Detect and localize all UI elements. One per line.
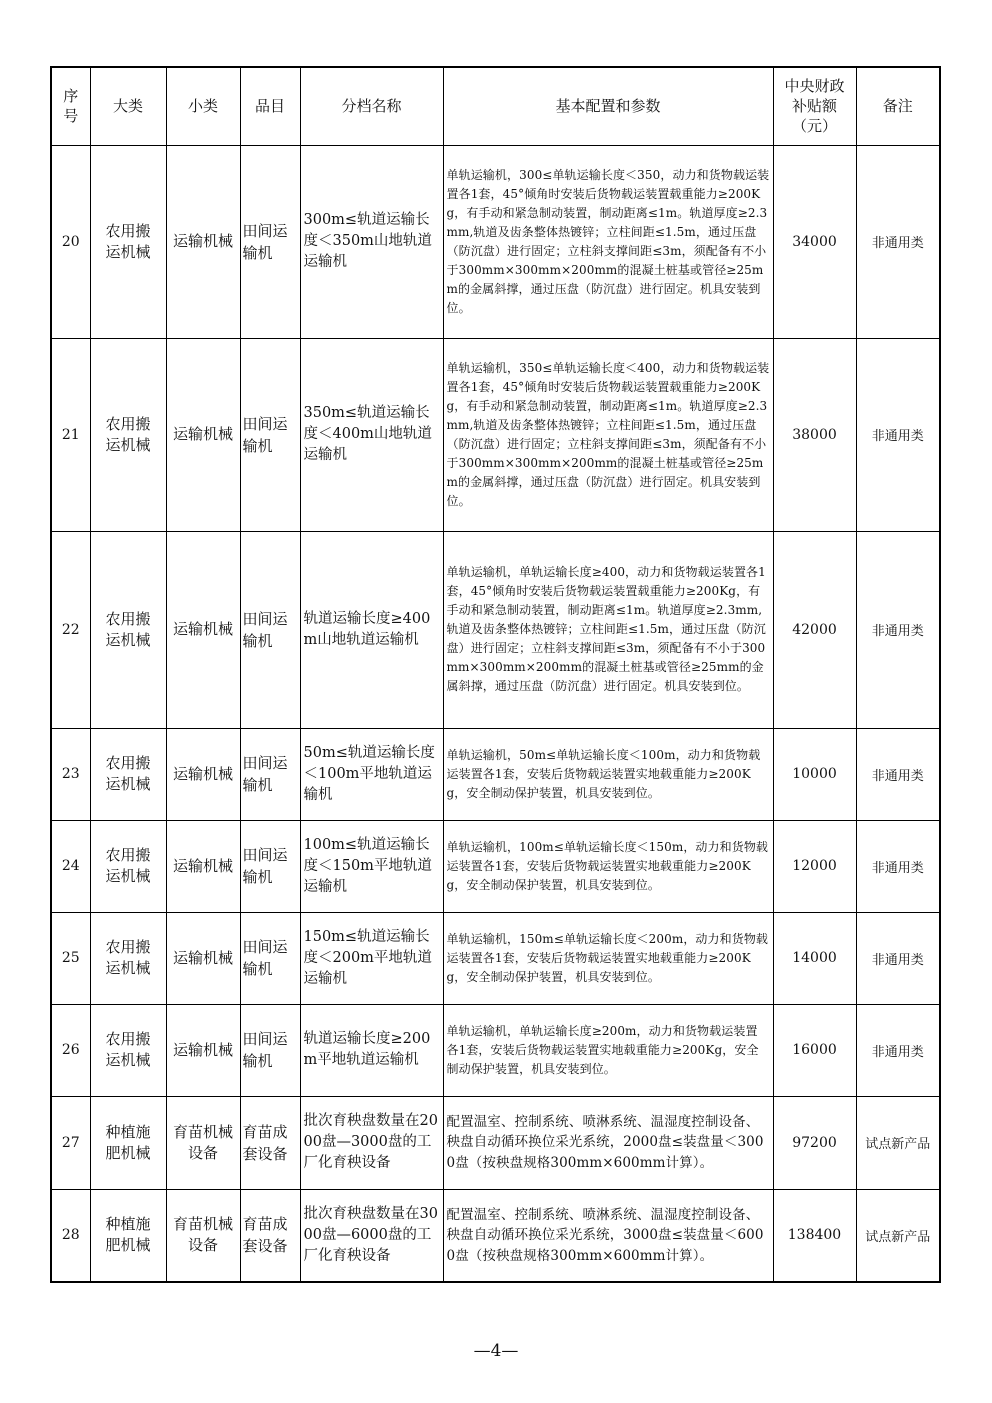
- cell-item: 田间运输机: [240, 145, 300, 338]
- cell-minor-category: 运输机械: [166, 912, 240, 1004]
- cell-spec: 单轨运输机，50m≤单轨运输长度＜100m，动力和货物载运装置各1套，安装后货物载运装置实地载重能力≥200Kg，安全制动保护装置，机具安装到位。: [443, 728, 773, 820]
- cell-spec: 单轨运输机，350≤单轨运输长度＜400，动力和货物载运装置各1套，45°倾角时安装后货物载运装置载重能力≥200Kg，有手动和紧急制动装置，制动距离≤1m。轨道厚度≥2.3mm,轨道及齿条整体热镀锌；立柱间距≤1.5m，通过压盘（防沉盘）进行固定；立柱斜支撑间距≤3m，须配备有不小于300mm×300mm×200mm的混凝土桩基或管径≥25mm的金属斜撑，通过压盘（防沉盘）进行固定。机具安装到位。: [443, 338, 773, 531]
- cell-seq: 25: [51, 912, 90, 1004]
- cell-note: 非通用类: [856, 1004, 940, 1096]
- cell-tier-name: 150m≤轨道运输长度＜200m平地轨道运输机: [300, 912, 443, 1004]
- header-major-category: 大类: [90, 67, 166, 145]
- cell-minor-category: 运输机械: [166, 531, 240, 728]
- cell-minor-category: 运输机械: [166, 338, 240, 531]
- header-note: 备注: [856, 67, 940, 145]
- cell-tier-name: 350m≤轨道运输长度＜400m山地轨道运输机: [300, 338, 443, 531]
- cell-note: 非通用类: [856, 912, 940, 1004]
- subsidy-table: [50, 66, 941, 1283]
- cell-major-category: 农用搬运机械: [90, 912, 166, 1004]
- cell-spec: 配置温室、控制系统、喷淋系统、温湿度控制设备、秧盘自动循环换位采光系统，2000盘≤装盘量＜3000盘（按秧盘规格300mm×600mm计算）。: [443, 1096, 773, 1189]
- cell-note: 试点新产品: [856, 1189, 940, 1282]
- cell-item: 田间运输机: [240, 728, 300, 820]
- header-subsidy: 中央财政补贴额（元）: [773, 67, 856, 145]
- cell-major-category: 种植施肥机械: [90, 1096, 166, 1189]
- cell-major-category: 农用搬运机械: [90, 1004, 166, 1096]
- cell-tier-name: 轨道运输长度≥400m山地轨道运输机: [300, 531, 443, 728]
- cell-seq: 21: [51, 338, 90, 531]
- cell-major-category: 农用搬运机械: [90, 531, 166, 728]
- cell-subsidy: 10000: [773, 728, 856, 820]
- cell-seq: 28: [51, 1189, 90, 1282]
- cell-tier-name: 批次育秧盘数量在2000盘—3000盘的工厂化育秧设备: [300, 1096, 443, 1189]
- cell-major-category: 农用搬运机械: [90, 338, 166, 531]
- cell-minor-category: 运输机械: [166, 728, 240, 820]
- header-seq: 序号: [51, 67, 90, 145]
- cell-subsidy: 12000: [773, 820, 856, 912]
- cell-minor-category: 运输机械: [166, 820, 240, 912]
- cell-seq: 26: [51, 1004, 90, 1096]
- cell-subsidy: 97200: [773, 1096, 856, 1189]
- cell-note: 非通用类: [856, 820, 940, 912]
- cell-item: 田间运输机: [240, 820, 300, 912]
- table-row: [51, 728, 940, 820]
- cell-subsidy: 42000: [773, 531, 856, 728]
- header-spec: 基本配置和参数: [443, 67, 773, 145]
- cell-subsidy: 14000: [773, 912, 856, 1004]
- table-row: [51, 1189, 940, 1282]
- header-tier-name: 分档名称: [300, 67, 443, 145]
- table-row: [51, 1004, 940, 1096]
- table-header-row: [51, 67, 940, 145]
- cell-seq: 22: [51, 531, 90, 728]
- cell-tier-name: 轨道运输长度≥200m平地轨道运输机: [300, 1004, 443, 1096]
- header-item: 品目: [240, 67, 300, 145]
- header-minor-category: 小类: [166, 67, 240, 145]
- cell-note: 非通用类: [856, 145, 940, 338]
- cell-minor-category: 运输机械: [166, 1004, 240, 1096]
- cell-note: 非通用类: [856, 728, 940, 820]
- cell-seq: 24: [51, 820, 90, 912]
- cell-spec: 单轨运输机，单轨运输长度≥400，动力和货物载运装置各1套，45°倾角时安装后货物载运装置载重能力≥200Kg，有手动和紧急制动装置，制动距离≤1m。轨道厚度≥2.3mm,轨道及齿条整体热镀锌；立柱间距≤1.5m，通过压盘（防沉盘）进行固定；立柱斜支撑间距≤3m，须配备有不小于300mm×300mm×200mm的混凝土桩基或管径≥25mm的金属斜撑，通过压盘（防沉盘）进行固定。机具安装到位。: [443, 531, 773, 728]
- cell-item: 田间运输机: [240, 1004, 300, 1096]
- cell-spec: 单轨运输机，300≤单轨运输长度＜350，动力和货物载运装置各1套，45°倾角时安装后货物载运装置载重能力≥200Kg，有手动和紧急制动装置，制动距离≤1m。轨道厚度≥2.3mm,轨道及齿条整体热镀锌；立柱间距≤1.5m，通过压盘（防沉盘）进行固定；立柱斜支撑间距≤3m，须配备有不小于300mm×300mm×200mm的混凝土桩基或管径≥25mm的金属斜撑，通过压盘（防沉盘）进行固定。机具安装到位。: [443, 145, 773, 338]
- cell-item: 田间运输机: [240, 531, 300, 728]
- cell-subsidy: 16000: [773, 1004, 856, 1096]
- cell-major-category: 农用搬运机械: [90, 728, 166, 820]
- cell-seq: 20: [51, 145, 90, 338]
- cell-tier-name: 100m≤轨道运输长度＜150m平地轨道运输机: [300, 820, 443, 912]
- cell-spec: 单轨运输机，150m≤单轨运输长度＜200m，动力和货物载运装置各1套，安装后货物载运装置实地载重能力≥200Kg，安全制动保护装置，机具安装到位。: [443, 912, 773, 1004]
- cell-seq: 23: [51, 728, 90, 820]
- cell-item: 育苗成套设备: [240, 1189, 300, 1282]
- cell-minor-category: 育苗机械设备: [166, 1096, 240, 1189]
- table-row: [51, 912, 940, 1004]
- cell-spec: 单轨运输机，100m≤单轨运输长度＜150m，动力和货物载运装置各1套，安装后货物载运装置实地载重能力≥200Kg，安全制动保护装置，机具安装到位。: [443, 820, 773, 912]
- cell-subsidy: 138400: [773, 1189, 856, 1282]
- table-row: [51, 338, 940, 531]
- cell-major-category: 农用搬运机械: [90, 145, 166, 338]
- cell-tier-name: 300m≤轨道运输长度＜350m山地轨道运输机: [300, 145, 443, 338]
- cell-spec: 配置温室、控制系统、喷淋系统、温湿度控制设备、秧盘自动循环换位采光系统，3000盘≤装盘量＜6000盘（按秧盘规格300mm×600mm计算）。: [443, 1189, 773, 1282]
- cell-note: 非通用类: [856, 531, 940, 728]
- cell-spec: 单轨运输机，单轨运输长度≥200m，动力和货物载运装置各1套，安装后货物载运装置实地载重能力≥200Kg，安全制动保护装置，机具安装到位。: [443, 1004, 773, 1096]
- cell-seq: 27: [51, 1096, 90, 1189]
- page-number: —4—: [473, 1341, 519, 1361]
- cell-note: 非通用类: [856, 338, 940, 531]
- table-body: [51, 145, 940, 1282]
- cell-major-category: 种植施肥机械: [90, 1189, 166, 1282]
- cell-item: 田间运输机: [240, 912, 300, 1004]
- table-row: [51, 820, 940, 912]
- cell-item: 育苗成套设备: [240, 1096, 300, 1189]
- cell-item: 田间运输机: [240, 338, 300, 531]
- cell-subsidy: 38000: [773, 338, 856, 531]
- cell-minor-category: 育苗机械设备: [166, 1189, 240, 1282]
- cell-minor-category: 运输机械: [166, 145, 240, 338]
- cell-tier-name: 50m≤轨道运输长度＜100m平地轨道运输机: [300, 728, 443, 820]
- table-row: [51, 531, 940, 728]
- cell-major-category: 农用搬运机械: [90, 820, 166, 912]
- cell-note: 试点新产品: [856, 1096, 940, 1189]
- table-row: [51, 145, 940, 338]
- table-row: [51, 1096, 940, 1189]
- cell-subsidy: 34000: [773, 145, 856, 338]
- cell-tier-name: 批次育秧盘数量在3000盘—6000盘的工厂化育秧设备: [300, 1189, 443, 1282]
